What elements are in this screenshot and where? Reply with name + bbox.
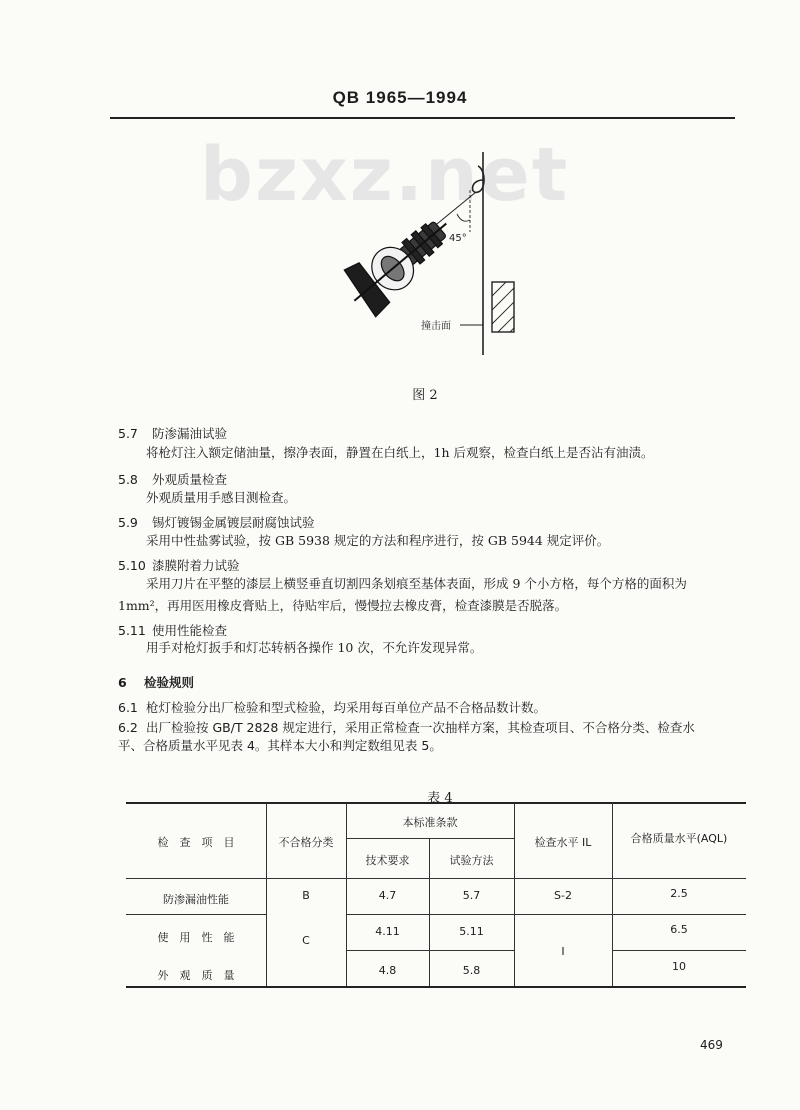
figure-2-diagram [310,140,570,370]
table-4-title: 表 4 [427,791,453,806]
row1-aql: 2.5 [670,887,688,900]
section-5-11-body: 用手对枪灯扳手和灯芯转柄各操作 10 次，不允许发现异常。 [146,640,483,655]
row2-tech-req: 4.11 [375,925,400,938]
header-item: 检 查 项 目 [157,836,235,849]
hatching [492,282,514,332]
row3-test-method: 5.8 [462,964,481,977]
table-4 [126,800,746,990]
clause-6-2-line2: 平、合格质量水平见表 4。其样本大小和判定数组见表 5。 [118,738,442,753]
header-aql: 合格质量水平(AQL) [630,832,728,845]
section-5-9-title: 5.9 锡灯镀锡金属镀层耐腐蚀试验 [118,515,315,530]
header-test-method: 试验方法 [449,854,494,867]
row1-category: B [302,889,310,902]
header-category: 不合格分类 [278,836,334,849]
impact-surface-label: 撞击面 [421,321,451,332]
header-tech-req: 技术要求 [365,854,410,867]
section-5-10-body-line1: 采用刀片在平整的漆层上横竖垂直切割四条划痕至基体表面，形成 9 个小方格，每个方格的面积为 [146,576,687,591]
row1-tech-req: 4.7 [378,889,397,902]
row1-item: 防渗漏油性能 [163,893,229,906]
section-5-7-title: 5.7 防渗漏油试验 [118,426,228,441]
standard-number: QB 1965—1994 [332,88,468,107]
row1-test-method: 5.7 [462,889,481,902]
header-rule [110,117,735,119]
row1-level: S-2 [554,889,572,902]
header-level: 检查水平 IL [534,836,592,849]
row2-aql: 6.5 [670,923,688,936]
angle-arc [457,214,470,221]
section-5-10-title: 5.10 漆膜附着力试验 [118,558,240,573]
row2-category: C [302,934,310,947]
header-clause-group: 本标准条款 [402,816,458,829]
chapter-6-title: 6 检验规则 [118,675,195,690]
row3-tech-req: 4.8 [378,964,397,977]
row2-item: 使 用 性 能 [157,931,235,944]
section-5-8-body: 外观质量用手感目测检查。 [146,490,297,505]
watermark: bzxz.net [200,132,570,218]
section-5-10-body-line2: 1mm²，再用医用橡皮膏贴上，待贴牢后，慢慢拉去橡皮膏，检查漆膜是否脱落。 [118,598,568,613]
row2-level: I [561,945,565,958]
clause-6-2: 6.2 出厂检验按 GB/T 2828 规定进行，采用正常检查一次抽样方案，其检查项目、不合格分类、检查水 [118,720,695,735]
figure-caption: 图 2 [412,388,438,403]
row2-test-method: 5.11 [459,925,484,938]
section-5-7-body: 将枪灯注入额定储油量，擦净表面，静置在白纸上，1h 后观察，检查白纸上是否沾有油渍。 [146,445,654,460]
clause-6-1: 6.1 枪灯检验分出厂检验和型式检验，均采用每百单位产品不合格品数计数。 [118,700,547,715]
angle-label: 45° [449,233,467,244]
row3-item: 外 观 质 量 [157,969,235,982]
section-5-9-body: 采用中性盐雾试验，按 GB 5938 规定的方法和程序进行，按 GB 5944 规定评价。 [146,533,610,548]
row3-aql: 10 [672,960,686,973]
page-number: 469 [700,1038,723,1052]
section-5-8-title: 5.8 外观质量检查 [118,472,228,487]
section-5-11-title: 5.11 使用性能检查 [118,623,228,638]
